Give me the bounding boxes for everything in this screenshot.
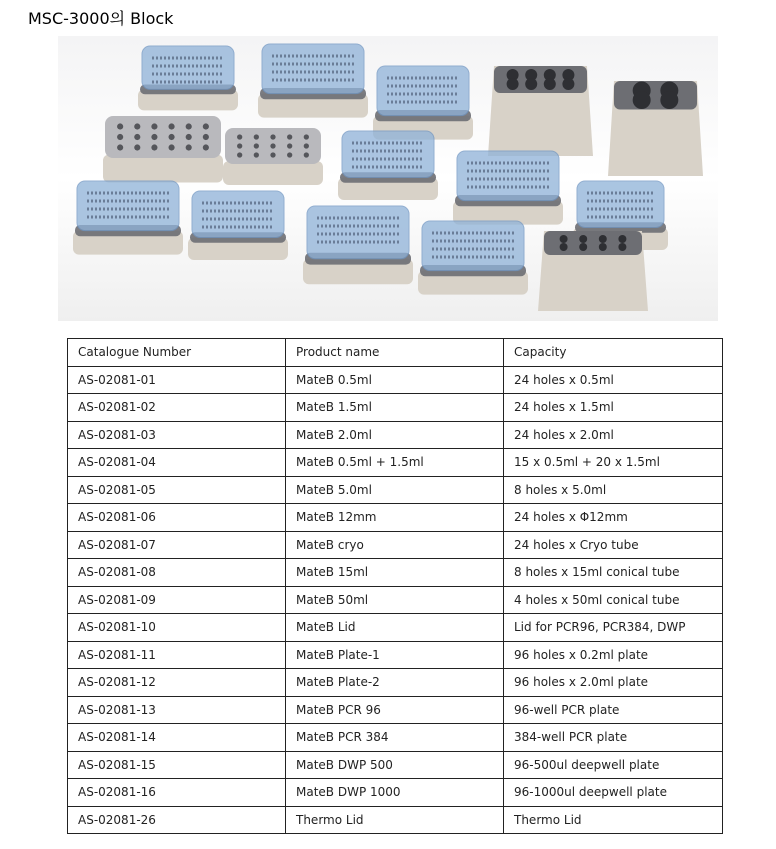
block-hole: [618, 243, 626, 251]
catalogue-number-cell: AS-02081-11: [68, 641, 286, 669]
product-name-cell: MateB Plate-2: [286, 669, 504, 697]
lid-cover: [457, 151, 559, 201]
block-hole: [186, 144, 192, 150]
capacity-cell: 24 holes x 1.5ml: [504, 394, 723, 422]
block-hole: [168, 134, 174, 140]
block-hole: [186, 123, 192, 129]
product-photo: [58, 36, 718, 321]
lid-cover: [192, 191, 284, 238]
block-hole: [579, 243, 587, 251]
block-top: [544, 231, 642, 255]
block-hole: [117, 123, 123, 129]
table-row: [68, 476, 723, 504]
block-hole: [633, 91, 651, 109]
block-hole: [599, 243, 607, 251]
block-hole: [304, 152, 309, 157]
table-row: [68, 504, 723, 532]
table-row: [68, 586, 723, 614]
catalogue-number-cell: AS-02081-03: [68, 421, 286, 449]
catalogue-number-cell: AS-02081-15: [68, 751, 286, 779]
product-name-cell: MateB cryo: [286, 531, 504, 559]
catalogue-number-cell: AS-02081-10: [68, 614, 286, 642]
catalogue-number-cell: AS-02081-07: [68, 531, 286, 559]
table-row: [68, 449, 723, 477]
block-hole: [168, 144, 174, 150]
product-name-cell: MateB 1.5ml: [286, 394, 504, 422]
block-hole: [203, 123, 209, 129]
product-name-cell: MateB Lid: [286, 614, 504, 642]
lid-cover: [342, 131, 434, 178]
product-name-cell: MateB 0.5ml + 1.5ml: [286, 449, 504, 477]
lid-cover: [307, 206, 409, 259]
block-hole: [618, 235, 626, 243]
catalogue-number-cell: AS-02081-08: [68, 559, 286, 587]
catalogue-number-cell: AS-02081-06: [68, 504, 286, 532]
block-hole: [562, 78, 574, 90]
header-capacity: Capacity: [504, 339, 723, 367]
catalogue-number-cell: AS-02081-13: [68, 696, 286, 724]
catalogue-number-cell: AS-02081-02: [68, 394, 286, 422]
product-name-cell: MateB PCR 384: [286, 724, 504, 752]
table-row: [68, 724, 723, 752]
capacity-cell: 96-1000ul deepwell plate: [504, 779, 723, 807]
table-row: [68, 641, 723, 669]
block-hole: [544, 78, 556, 90]
lid-cover: [422, 221, 524, 271]
catalogue-number-cell: AS-02081-05: [68, 476, 286, 504]
capacity-cell: 24 holes x 0.5ml: [504, 366, 723, 394]
product-name-cell: MateB 5.0ml: [286, 476, 504, 504]
lid-cover: [262, 44, 364, 94]
capacity-cell: 96 holes x 2.0ml plate: [504, 669, 723, 697]
block-hole: [117, 144, 123, 150]
header-catalogue-number: Catalogue Number: [68, 339, 286, 367]
catalogue-number-cell: AS-02081-04: [68, 449, 286, 477]
catalog-table: [67, 338, 723, 834]
catalogue-number-cell: AS-02081-26: [68, 806, 286, 834]
product-name-cell: MateB Plate-1: [286, 641, 504, 669]
table-row: [68, 696, 723, 724]
block-hole: [599, 235, 607, 243]
product-name-cell: MateB 50ml: [286, 586, 504, 614]
table-row: [68, 366, 723, 394]
block-hole: [560, 235, 568, 243]
block-hole: [579, 235, 587, 243]
table-row: [68, 531, 723, 559]
capacity-cell: 96-well PCR plate: [504, 696, 723, 724]
lid-cover: [77, 181, 179, 231]
header-product-name: Product name: [286, 339, 504, 367]
capacity-cell: 96 holes x 0.2ml plate: [504, 641, 723, 669]
table-row: [68, 394, 723, 422]
block-hole: [237, 152, 242, 157]
block-hole: [168, 123, 174, 129]
capacity-cell: 24 holes x 2.0ml: [504, 421, 723, 449]
product-name-cell: MateB 12mm: [286, 504, 504, 532]
table-row: [68, 669, 723, 697]
catalogue-number-cell: AS-02081-12: [68, 669, 286, 697]
block-hole: [270, 152, 275, 157]
block-hole: [237, 143, 242, 148]
capacity-cell: 4 holes x 50ml conical tube: [504, 586, 723, 614]
catalogue-number-cell: AS-02081-14: [68, 724, 286, 752]
block-hole: [560, 243, 568, 251]
block-hole: [507, 78, 519, 90]
block-hole: [304, 143, 309, 148]
block-hole: [151, 134, 157, 140]
capacity-cell: Lid for PCR96, PCR384, DWP: [504, 614, 723, 642]
block-hole: [134, 144, 140, 150]
block-hole: [186, 134, 192, 140]
block-hole: [254, 152, 259, 157]
block-hole: [151, 144, 157, 150]
blocks-illustration: [58, 36, 718, 321]
block-hole: [151, 123, 157, 129]
block-hole: [117, 134, 123, 140]
table-row: [68, 806, 723, 834]
block-hole: [287, 143, 292, 148]
block-hole: [304, 134, 309, 139]
product-name-cell: MateB DWP 1000: [286, 779, 504, 807]
block-hole: [287, 134, 292, 139]
product-name-cell: MateB 0.5ml: [286, 366, 504, 394]
lid-cover: [577, 181, 664, 228]
product-name-cell: MateB PCR 96: [286, 696, 504, 724]
catalogue-number-cell: AS-02081-09: [68, 586, 286, 614]
table-row: [68, 421, 723, 449]
block-base: [103, 155, 223, 183]
block-hole: [525, 78, 537, 90]
block-hole: [254, 134, 259, 139]
block-top: [494, 66, 587, 93]
product-name-cell: Thermo Lid: [286, 806, 504, 834]
block-hole: [270, 143, 275, 148]
table-row: [68, 751, 723, 779]
capacity-cell: 24 holes x Cryo tube: [504, 531, 723, 559]
table-header-row: [68, 339, 723, 367]
block-hole: [203, 144, 209, 150]
block-hole: [237, 134, 242, 139]
block-base: [223, 161, 323, 185]
catalogue-number-cell: AS-02081-01: [68, 366, 286, 394]
page-title: MSC-3000의 Block: [28, 9, 174, 28]
catalogue-number-cell: AS-02081-16: [68, 779, 286, 807]
block-hole: [660, 91, 678, 109]
table-row: [68, 559, 723, 587]
capacity-cell: 8 holes x 5.0ml: [504, 476, 723, 504]
capacity-cell: 15 x 0.5ml + 20 x 1.5ml: [504, 449, 723, 477]
block-hole: [254, 143, 259, 148]
product-name-cell: MateB DWP 500: [286, 751, 504, 779]
block-hole: [203, 134, 209, 140]
table-row: [68, 779, 723, 807]
capacity-cell: 96-500ul deepwell plate: [504, 751, 723, 779]
lid-cover: [377, 66, 469, 116]
capacity-cell: 24 holes x Φ12mm: [504, 504, 723, 532]
block-hole: [134, 123, 140, 129]
capacity-cell: 384-well PCR plate: [504, 724, 723, 752]
capacity-cell: Thermo Lid: [504, 806, 723, 834]
block-top: [614, 81, 697, 110]
capacity-cell: 8 holes x 15ml conical tube: [504, 559, 723, 587]
block-hole: [287, 152, 292, 157]
product-name-cell: MateB 15ml: [286, 559, 504, 587]
product-name-cell: MateB 2.0ml: [286, 421, 504, 449]
block-hole: [134, 134, 140, 140]
table-row: [68, 614, 723, 642]
block-hole: [270, 134, 275, 139]
